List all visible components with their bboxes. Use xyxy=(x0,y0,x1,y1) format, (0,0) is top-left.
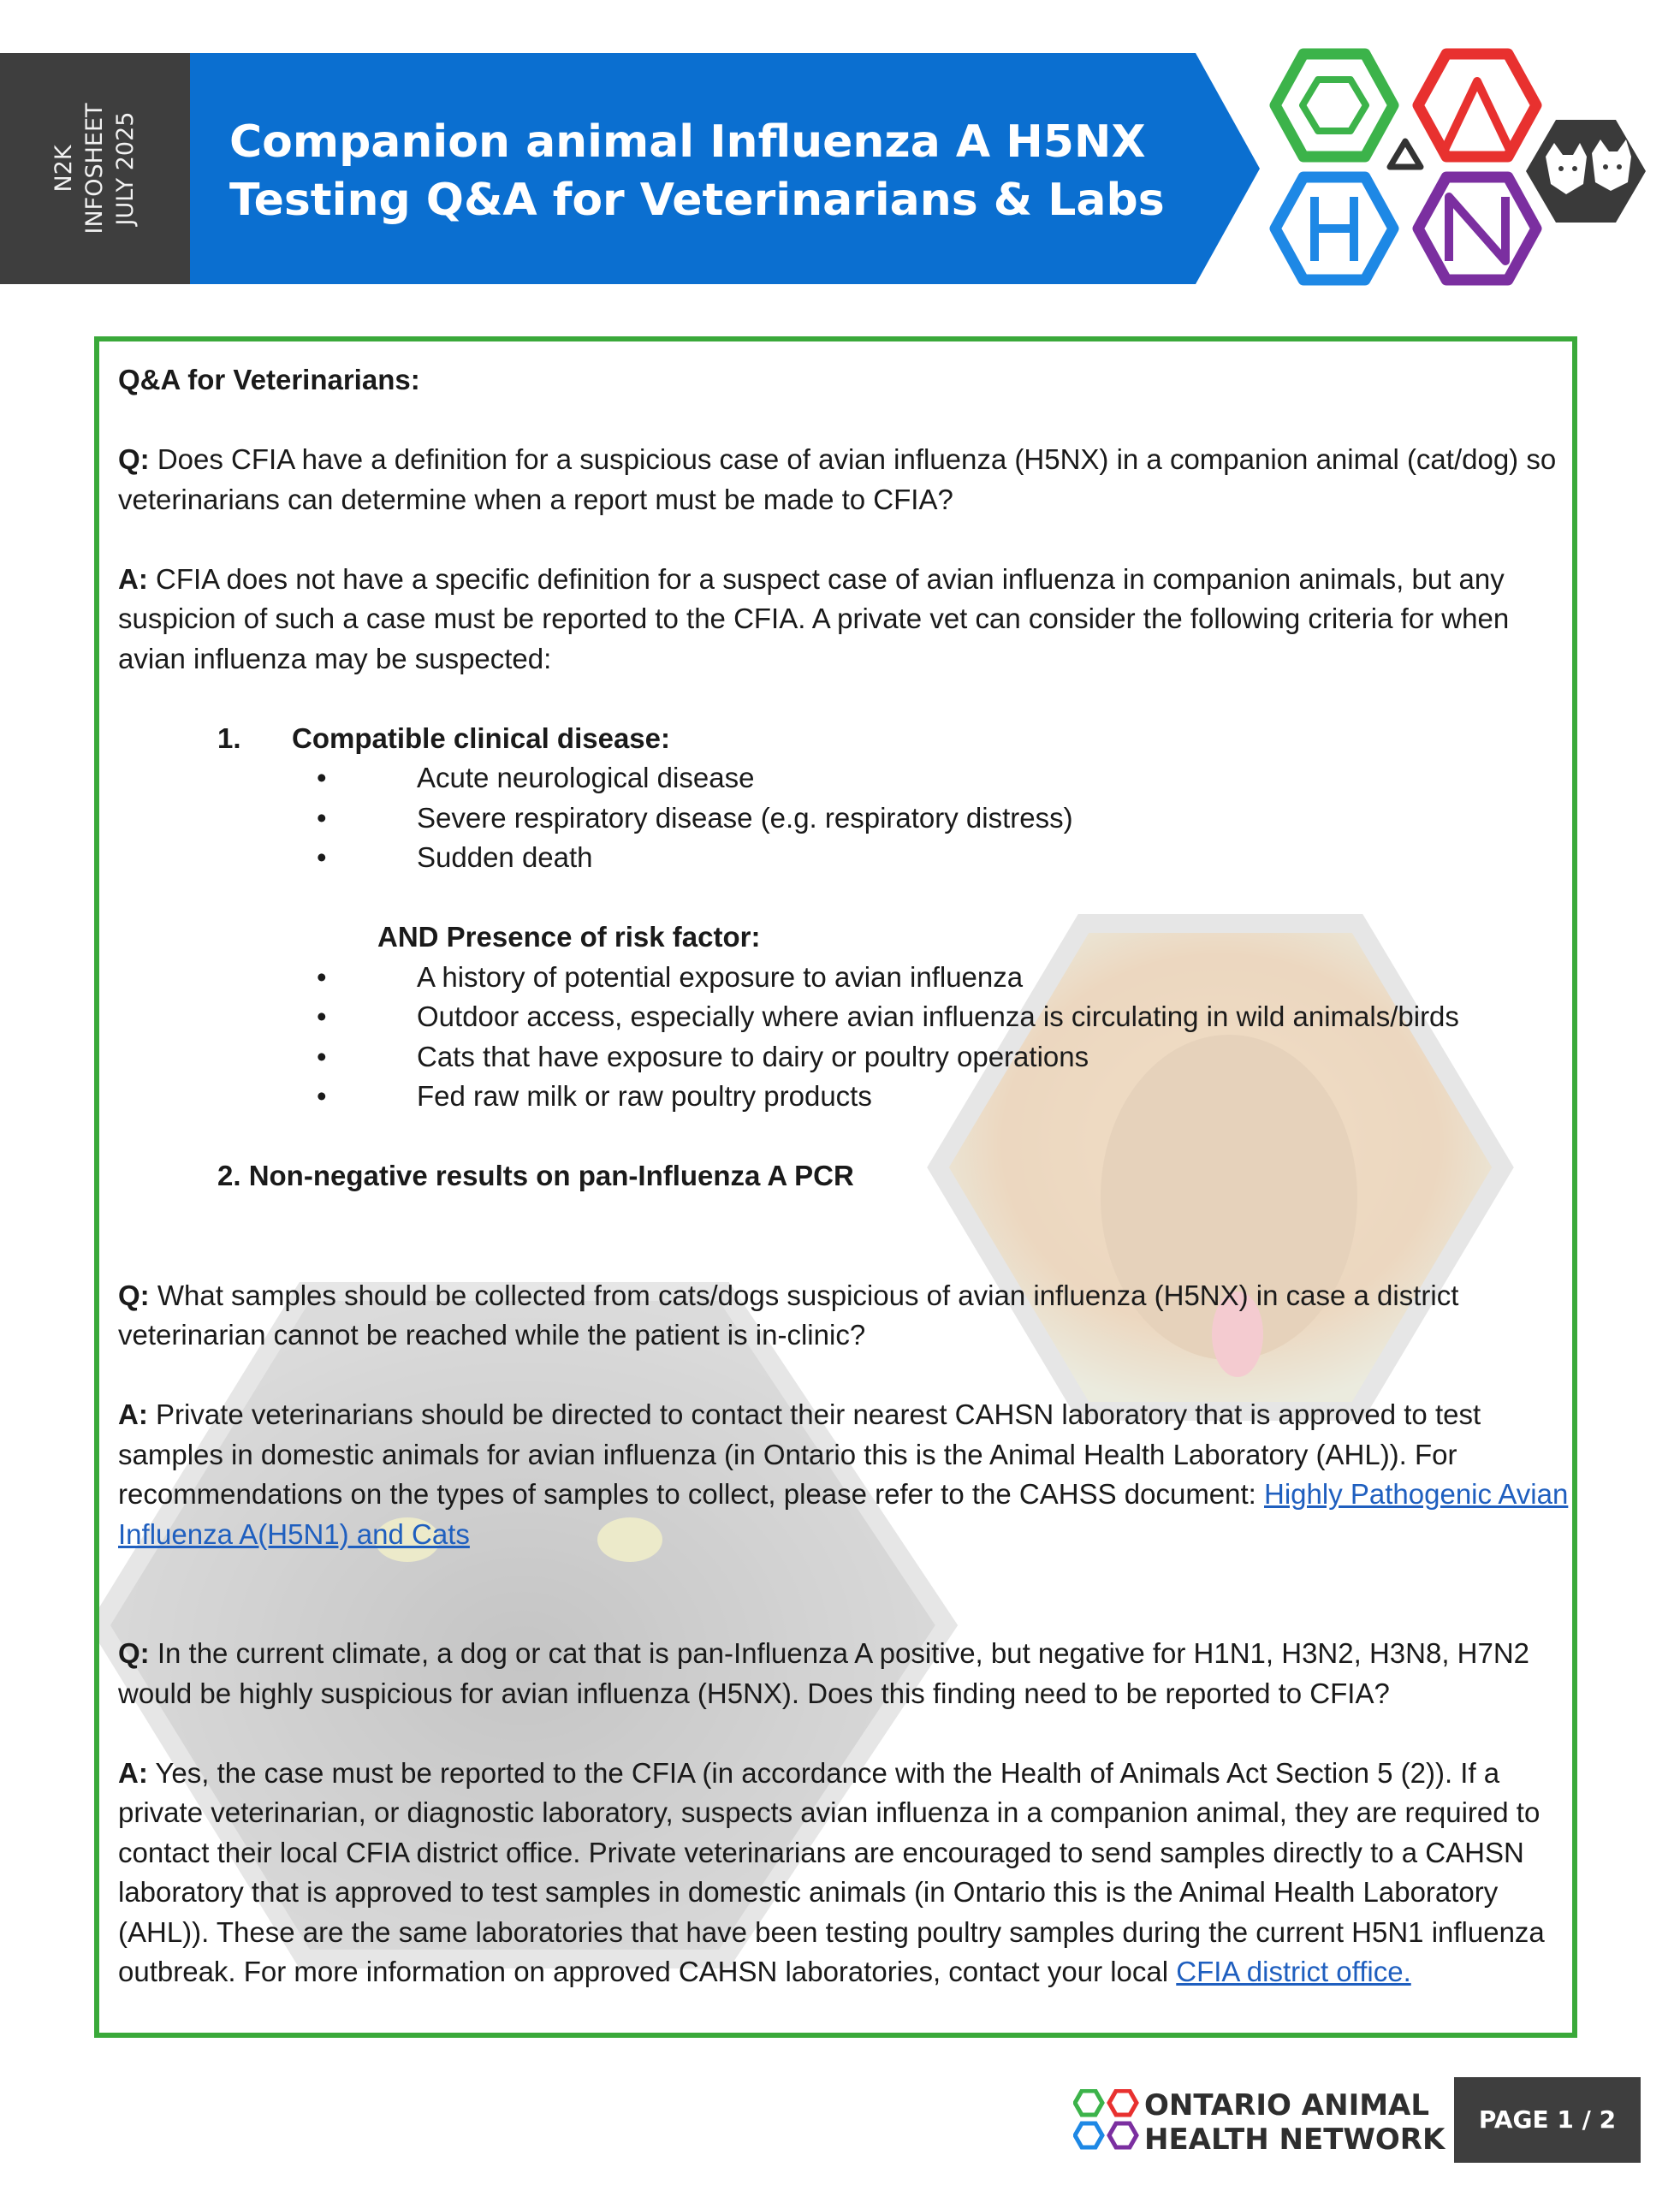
title-banner xyxy=(190,53,1260,284)
answer-2 xyxy=(118,1395,1572,1554)
list-item-text: Cats that have exposure to dairy or poultry operations xyxy=(417,1040,1089,1072)
answer-label: A: xyxy=(118,562,148,595)
qa-text-body xyxy=(99,341,1572,1992)
list-item xyxy=(118,958,1572,998)
answer-label: A: xyxy=(118,1398,148,1430)
answer-2-text: Private veterinarians should be directed to contact their nearest CAHSN laboratory that is approved to test samples in domestic animals for avian influenza (in Ontario this is the Animal Health Laboratory (AHL)). For recommendations on the types of samples to collect, please refer to the CAHSS document: xyxy=(118,1398,1481,1510)
page-title-line1: Companion animal Influenza A H5NX xyxy=(229,116,1146,168)
question-2 xyxy=(118,1276,1572,1356)
organization-name xyxy=(1144,2088,1445,2157)
series-label: N2K xyxy=(50,145,77,193)
page-title-line2: Testing Q&A for Veterinarians & Labs xyxy=(229,175,1165,226)
section-heading: Q&A for Veterinarians: xyxy=(118,364,420,395)
cfia-district-office-link[interactable]: CFIA district office. xyxy=(1176,1956,1411,1987)
question-2-text: What samples should be collected from cats/dogs suspicious of avian influenza (H5NX) in case a district veterinarian cannot be reached while the patient is in-clinic? xyxy=(118,1279,1459,1351)
oahn-small-logo-icon xyxy=(1073,2089,1140,2151)
list-item xyxy=(118,997,1572,1037)
list-item-text: Sudden death xyxy=(417,841,593,873)
criterion-1-title: Compatible clinical disease: xyxy=(292,721,670,754)
logo-red-hexagon-icon xyxy=(1418,54,1536,157)
organization-name-line1: ONTARIO ANIMAL xyxy=(1144,2088,1430,2123)
list-item-text: Outdoor access, especially where avian influenza is circulating in wild animals/birds xyxy=(417,1000,1459,1032)
page-title xyxy=(229,113,1165,229)
cahss-document-link[interactable]: Highly Pathogenic Avian Influenza A(H5N1) and Cats xyxy=(118,1478,1569,1550)
answer-label: A: xyxy=(118,1756,148,1789)
criterion-1-heading xyxy=(118,719,1572,759)
question-3 xyxy=(118,1634,1572,1713)
criterion-2-heading: 2. Non-negative results on pan-Influenza A PCR xyxy=(217,1160,854,1191)
list-item-text: Acute neurological disease xyxy=(417,762,755,793)
side-tab-text xyxy=(49,104,141,235)
organization-name-line2: HEALTH NETWORK xyxy=(1144,2123,1446,2157)
list-item xyxy=(118,1077,1572,1117)
date-label: JULY 2025 xyxy=(112,111,139,226)
page-number-badge: PAGE 1 / 2 xyxy=(1454,2077,1641,2163)
question-1 xyxy=(118,440,1572,520)
answer-1-text: CFIA does not have a specific definition for a suspect case of avian influenza in companion animals, but any suspicion of such a case must be reported to the CFIA. A private vet can consider the following criteria for when avian influenza may be suspected: xyxy=(118,562,1510,674)
risk-factor-heading: AND Presence of risk factor: xyxy=(377,921,761,953)
logo-triangle-icon xyxy=(1390,141,1421,167)
question-label: Q: xyxy=(118,1279,150,1311)
list-item xyxy=(118,758,1572,799)
question-label: Q: xyxy=(118,443,150,475)
list-item-text: Fed raw milk or raw poultry products xyxy=(417,1080,872,1112)
list-item-text: A history of potential exposure to avian influenza xyxy=(417,960,1024,993)
infosheet-side-tab xyxy=(0,53,190,284)
oahn-logo xyxy=(1265,47,1650,291)
answer-3 xyxy=(118,1754,1572,1992)
logo-green-hexagon-icon xyxy=(1275,54,1393,157)
doc-type-label: INFOSHEET xyxy=(81,103,108,235)
qa-content-box xyxy=(94,336,1577,2038)
list-item xyxy=(118,838,1572,878)
criterion-1-number: 1. xyxy=(217,721,241,754)
list-item-text: Severe respiratory disease (e.g. respiratory distress) xyxy=(417,801,1073,834)
question-1-text: Does CFIA have a definition for a suspicious case of avian influenza (H5NX) in a companion animal (cat/dog) so veterinarians can determine when a report must be made to CFIA? xyxy=(118,443,1557,515)
question-label: Q: xyxy=(118,1637,150,1669)
question-3-text: In the current climate, a dog or cat that is pan-Influenza A positive, but negative for H1N1, H3N2, H3N8, H7N2 would be highly suspicious for avian influenza (H5NX). Does this finding need to be reported to CFIA? xyxy=(118,1637,1530,1709)
answer-3-text: Yes, the case must be reported to the CFIA (in accordance with the Health of Animals Act Section 5 (2)). If a private veterinarian, or diagnostic laboratory, suspects avian influenza in a companion animal, they are required to contact their local CFIA district office. Private veterinarians are encouraged to send samples directly to a CAHSN laboratory that is approved to test samples in domestic animals (in Ontario this is the Animal Health Laboratory (AHL)). These are the same laboratories that have been testing poultry samples during the current H5N1 influenza outbreak. For more information on approved CAHSN laboratories, contact your local xyxy=(118,1756,1545,1987)
answer-1 xyxy=(118,560,1572,680)
list-item xyxy=(118,1037,1572,1078)
list-item xyxy=(118,799,1572,839)
